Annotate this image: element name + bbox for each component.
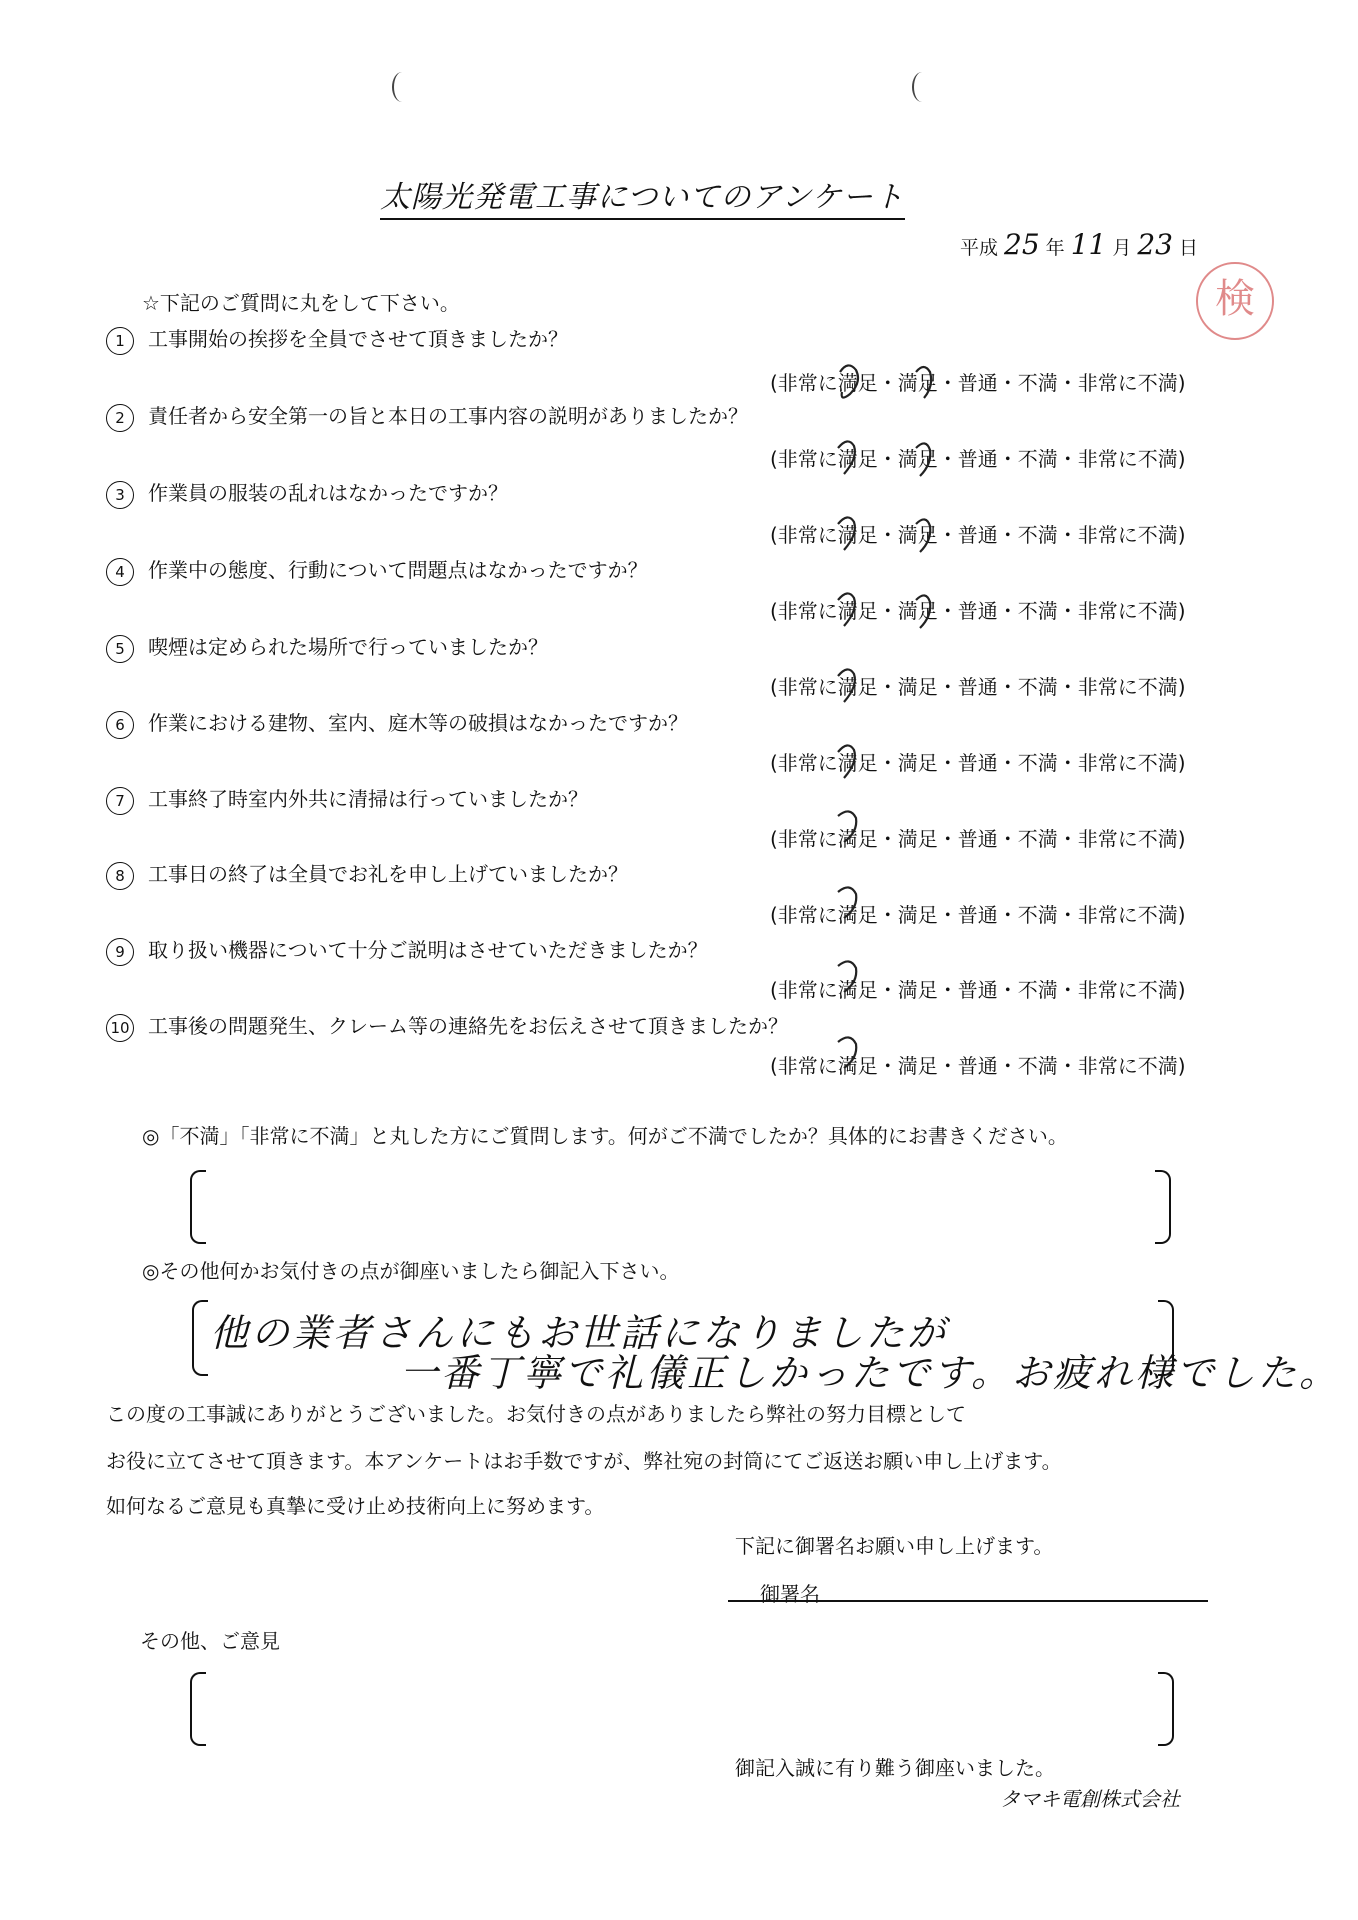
- dissatisfaction-answer-area[interactable]: [206, 1170, 1154, 1240]
- answer-scale-10[interactable]: (非常に満足・満足・普通・不満・非常に不満): [770, 1054, 1186, 1078]
- signature-line[interactable]: [728, 1600, 1208, 1602]
- survey-title: 太陽光発電工事についてのアンケート: [380, 172, 905, 220]
- question-number: 2: [106, 404, 134, 432]
- signature-request: 下記に御署名お願い申し上げます。: [735, 1534, 1054, 1558]
- question-number: 3: [106, 481, 134, 509]
- signature-label: 御署名: [760, 1582, 820, 1606]
- closing-line-3: 如何なるご意見も真摯に受け止め技術向上に努めます。: [106, 1494, 605, 1518]
- opinions-box-right: [1158, 1672, 1174, 1746]
- handwritten-comment-line2: 一番丁寧で礼儀正しかったです。お疲れ様でした。: [400, 1351, 1340, 1395]
- answer-scale-6[interactable]: (非常に満足・満足・普通・不満・非常に不満): [770, 751, 1186, 775]
- date-year-unit: 年: [1045, 237, 1065, 259]
- date-month-unit: 月: [1112, 237, 1132, 259]
- question-number: 8: [106, 862, 134, 890]
- inspection-stamp: 検: [1196, 262, 1274, 340]
- closing-line-2: お役に立てさせて頂きます。本アンケートはお手数ですが、弊社宛の封筒にてご返送お願い申し上げます。: [106, 1449, 1062, 1473]
- instruction-text: ☆下記のご質問に丸をして下さい。: [142, 291, 460, 315]
- question-number: 9: [106, 938, 134, 966]
- question-text: 作業中の態度、行動について問題点はなかったですか？: [148, 558, 648, 582]
- date-day: 23: [1137, 228, 1173, 261]
- answer-scale-8[interactable]: (非常に満足・満足・普通・不満・非常に不満): [770, 903, 1186, 927]
- answer-scale-4[interactable]: (非常に満足・満足・普通・不満・非常に不満): [770, 599, 1186, 623]
- dissatisfaction-box-left: [190, 1170, 206, 1244]
- answer-scale-3[interactable]: (非常に満足・満足・普通・不満・非常に不満): [770, 523, 1186, 547]
- answer-scale-5[interactable]: (非常に満足・満足・普通・不満・非常に不満): [770, 675, 1186, 699]
- question-text: 作業における建物、室内、庭木等の破損はなかったですか？: [148, 711, 688, 735]
- date-year: 25: [1004, 228, 1040, 261]
- closing-line-1: この度の工事誠にありがとうございました。お気付きの点がありましたら弊社の努力目標として: [106, 1402, 966, 1426]
- question-text: 喫煙は定められた場所で行っていましたか？: [148, 635, 548, 659]
- question-text: 責任者から安全第一の旨と本日の工事内容の説明がありましたか？: [148, 404, 748, 428]
- comment-box-left: [192, 1300, 208, 1376]
- thanks-text: 御記入誠に有り難う御座いました。: [735, 1756, 1055, 1780]
- question-number: 4: [106, 558, 134, 586]
- question-number: 5: [106, 635, 134, 663]
- question-number: 7: [106, 787, 134, 815]
- opinions-answer-area[interactable]: [206, 1672, 1156, 1742]
- date-month: 11: [1070, 228, 1107, 261]
- company-name: タマキ電創株式会社: [1000, 1787, 1180, 1811]
- question-number: 1: [106, 327, 134, 355]
- other-comments-prompt: ◎その他何かお気付きの点が御座いましたら御記入下さい。: [142, 1259, 680, 1283]
- question-text: 工事開始の挨拶を全員でさせて頂きましたか？: [148, 327, 568, 351]
- answer-scale-7[interactable]: (非常に満足・満足・普通・不満・非常に不満): [770, 827, 1186, 851]
- date-day-unit: 日: [1178, 237, 1198, 259]
- question-text: 工事後の問題発生、クレーム等の連絡先をお伝えさせて頂きましたか？: [148, 1014, 788, 1038]
- dissatisfaction-prompt: ◎「不満」「非常に不満」と丸した方にご質問します。何がご不満でしたか？具体的にお書きください。: [142, 1124, 1068, 1148]
- answer-scale-2[interactable]: (非常に満足・満足・普通・不満・非常に不満): [770, 447, 1186, 471]
- dissatisfaction-box-right: [1155, 1170, 1171, 1244]
- handwritten-comment-line1: 他の業者さんにもお世話になりましたが: [210, 1311, 949, 1355]
- answer-scale-9[interactable]: (非常に満足・満足・普通・不満・非常に不満): [770, 978, 1186, 1002]
- question-text: 取り扱い機器について十分ご説明はさせていただきましたか？: [148, 938, 708, 962]
- other-opinions-label: その他、ご意見: [140, 1629, 280, 1653]
- question-number: 10: [106, 1014, 134, 1042]
- opinions-box-left: [190, 1672, 206, 1746]
- question-text: 作業員の服装の乱れはなかったですか？: [148, 481, 508, 505]
- date-era: 平成: [960, 237, 999, 259]
- answer-scale-1[interactable]: (非常に満足・満足・普通・不満・非常に不満): [770, 371, 1186, 395]
- question-number: 6: [106, 711, 134, 739]
- question-text: 工事終了時室内外共に清掃は行っていましたか？: [148, 787, 588, 811]
- question-text: 工事日の終了は全員でお礼を申し上げていましたか？: [148, 862, 628, 886]
